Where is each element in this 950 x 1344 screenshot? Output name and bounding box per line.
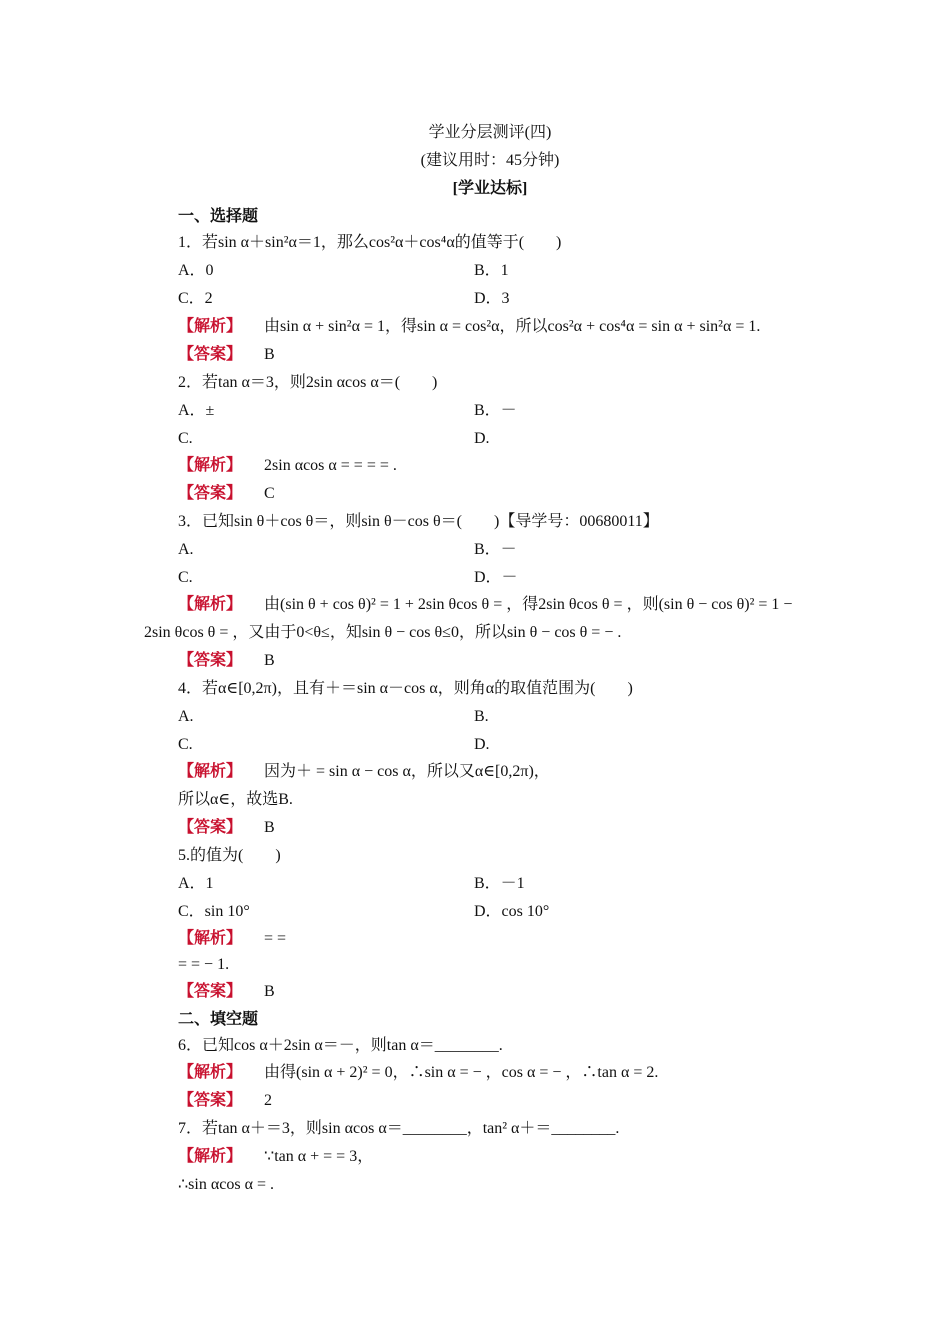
q2-option-a: A．± — [178, 402, 215, 419]
q3-answer — [178, 647, 275, 675]
answer-tag: 【答案】 — [178, 983, 243, 1000]
answer-tag: 【答案】 — [178, 346, 243, 363]
q5-option-d: D．cos 10° — [474, 903, 550, 920]
q1-analysis — [178, 313, 760, 341]
q2-answer — [178, 480, 275, 508]
q2-analysis — [178, 452, 397, 480]
q3-answer-value: B — [264, 652, 275, 669]
analysis-tag: 【解析】 — [178, 1148, 243, 1165]
q4-analysis — [178, 758, 550, 786]
time-note: (建议用时：45分钟) — [420, 152, 560, 169]
q3-option-a: A. — [178, 541, 194, 558]
q2-option-b: B．－ — [474, 402, 517, 419]
q5-answer-value: B — [264, 983, 275, 1000]
answer-tag: 【答案】 — [178, 819, 243, 836]
q3-analysis — [178, 591, 792, 619]
question-6-stem: 6．已知cos α＋2sin α＝－，则tan α＝________. — [178, 1037, 503, 1054]
q7-analysis — [178, 1143, 373, 1171]
analysis-tag: 【解析】 — [178, 596, 243, 613]
q2-analysis-text: 2sin αcos α = = = = . — [264, 457, 397, 474]
q7-analysis-cont: ∴sin αcos α = . — [178, 1176, 274, 1193]
q4-option-d: D. — [474, 736, 490, 753]
analysis-tag: 【解析】 — [178, 1064, 243, 1081]
q5-analysis-text-1: = = — [264, 930, 287, 947]
q5-analysis-cont: = = − 1. — [178, 956, 230, 973]
q1-option-d: D．3 — [474, 290, 510, 307]
q2-option-d: D. — [474, 430, 490, 447]
q1-answer-value: B — [264, 346, 275, 363]
q5-option-a: A．1 — [178, 875, 214, 892]
answer-tag: 【答案】 — [178, 485, 243, 502]
q6-analysis-text: 由得(sin α + 2)² = 0，∴sin α = − ，cos α = − ，∴tan α = 2. — [264, 1064, 659, 1081]
q1-option-b: B．1 — [474, 262, 509, 279]
q6-answer-value: 2 — [264, 1092, 273, 1109]
q3-analysis-cont: 2sin θcos θ = ，又由于0<θ≤，知sin θ − cos θ≤0，所以sin θ − cos θ = − . — [144, 624, 622, 641]
q5-analysis — [178, 925, 286, 953]
q4-answer — [178, 814, 275, 842]
analysis-tag: 【解析】 — [178, 930, 243, 947]
part-heading-choice: 一、选择题 — [178, 208, 259, 225]
q1-option-a: A．0 — [178, 262, 214, 279]
q4-analysis-cont: 所以α∈，故选B. — [178, 791, 293, 808]
question-5-stem: 5.的值为( ) — [178, 847, 281, 864]
question-7-stem: 7．若tan α＋＝3，则sin αcos α＝________，tan² α＋＝________. — [178, 1120, 620, 1137]
q4-analysis-text-1: 因为＋ = sin α − cos α，所以又α∈[0,2π)， — [264, 763, 550, 780]
q1-answer — [178, 341, 275, 369]
analysis-tag: 【解析】 — [178, 318, 243, 335]
doc-title: 学业分层测评(四) — [428, 124, 552, 141]
q5-answer — [178, 978, 275, 1006]
section-heading: [学业达标] — [452, 180, 528, 197]
answer-tag: 【答案】 — [178, 1092, 243, 1109]
q6-analysis — [178, 1059, 658, 1087]
question-1-stem: 1．若sin α＋sin²α＝1，那么cos²α＋cos⁴α的值等于( ) — [178, 234, 562, 251]
question-3-stem: 3．已知sin θ＋cos θ＝，则sin θ－cos θ＝( )【导学号：00680011】 — [178, 513, 659, 530]
q3-option-c: C. — [178, 569, 193, 586]
q3-option-d: D．－ — [474, 569, 518, 586]
analysis-tag: 【解析】 — [178, 763, 243, 780]
q4-answer-value: B — [264, 819, 275, 836]
q5-option-c: C．sin 10° — [178, 903, 250, 920]
q4-option-a: A. — [178, 708, 194, 725]
q3-analysis-text-1: 由(sin θ + cos θ)² = 1 + 2sin θcos θ = ，得2sin θcos θ = ，则(sin θ − cos θ)² = 1 − — [264, 596, 793, 613]
analysis-tag: 【解析】 — [178, 457, 243, 474]
q3-option-b: B．－ — [474, 541, 517, 558]
q4-option-b: B. — [474, 708, 489, 725]
answer-tag: 【答案】 — [178, 652, 243, 669]
q2-option-c: C. — [178, 430, 193, 447]
q2-answer-value: C — [264, 485, 275, 502]
q1-analysis-text: 由sin α + sin²α = 1，得sin α = cos²α，所以cos²α + cos⁴α = sin α + sin²α = 1. — [264, 318, 761, 335]
question-4-stem: 4．若α∈[0,2π)，且有＋＝sin α－cos α，则角α的取值范围为( ) — [178, 680, 633, 697]
part-heading-fill: 二、填空题 — [178, 1011, 259, 1028]
q1-option-c: C．2 — [178, 290, 213, 307]
q5-option-b: B．－1 — [474, 875, 525, 892]
question-2-stem: 2．若tan α＝3，则2sin αcos α＝( ) — [178, 374, 438, 391]
q4-option-c: C. — [178, 736, 193, 753]
q7-analysis-text-1: ∵tan α + = = 3， — [264, 1148, 374, 1165]
q6-answer — [178, 1087, 272, 1115]
